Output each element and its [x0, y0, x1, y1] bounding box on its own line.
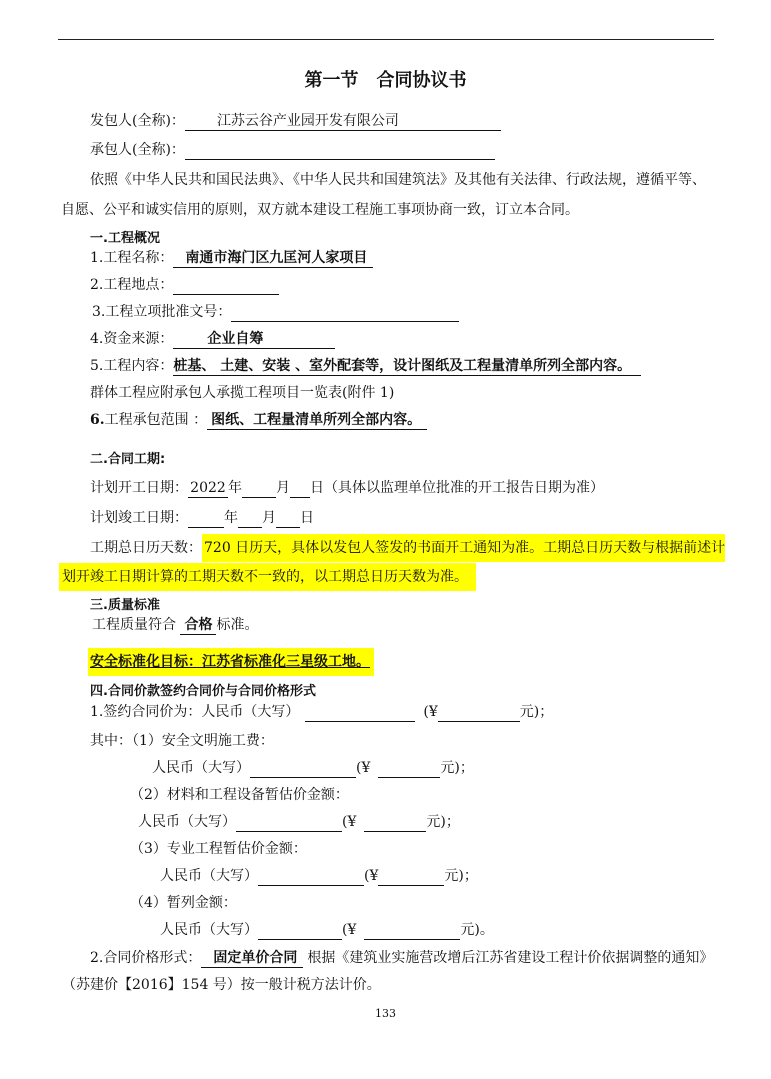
planned-end-year-blank [188, 512, 224, 528]
provisional-words-blank [258, 924, 342, 940]
planned-end-label: 计划竣工日期： [90, 510, 188, 526]
scope-label: 5.工程内容： [90, 358, 174, 374]
planned-start-label: 计划开工日期： [90, 480, 188, 496]
approval-line [92, 302, 459, 322]
contract-range-number: 6. [90, 412, 105, 428]
planned-start-year: 2022 [188, 480, 228, 498]
project-name-value: 南通市海门区九匡河人家项目 [173, 250, 373, 268]
total-days-label: 工期总日历天数： [90, 540, 202, 556]
attachment-note: 群体工程应附承包人承揽工程项目一览表(附件 1) [90, 385, 395, 401]
page-title: 第一节 合同协议书 [304, 70, 467, 91]
employer-label: 发包人(全称)： [90, 113, 185, 129]
total-days-line-2 [59, 567, 476, 587]
project-site-line [90, 275, 279, 295]
section-4-heading: 四.合同价款签约合同价与合同价格形式 [90, 684, 316, 699]
contract-price-line: 1.签约合同价为：人民币（大写） (¥ 元)； [90, 704, 554, 720]
contract-range-value: 图纸、工程量清单所列全部内容。 [207, 412, 427, 430]
planned-start-day-blank [290, 482, 310, 498]
total-days-text-2: 划开竣工日期计算的工期天数不一致的，以工期总日历天数为准。 [59, 563, 476, 591]
project-site-label: 2.工程地点： [90, 277, 174, 293]
page-number: 133 [375, 1007, 396, 1020]
contract-price-words-blank [305, 706, 415, 722]
planned-end-day-blank [276, 512, 300, 528]
planned-end-month-blank [238, 512, 262, 528]
scope-line [90, 356, 641, 376]
price-form-text: 根据《建筑业实施营改增后江苏省建设工程计价依据调整的通知》 [307, 950, 714, 966]
header-rule [58, 39, 714, 40]
price-form-label: 2.合同价格形式： [90, 950, 202, 966]
project-name-line [90, 248, 373, 268]
funding-line [90, 329, 335, 349]
approval-blank [231, 306, 459, 322]
section-2-heading: 二.合同工期: [90, 452, 166, 467]
scope-value: 桩基、 土建、安装 、室外配套等，设计图纸及工程量清单所列全部内容。 [173, 358, 641, 376]
employer-value: 江苏云谷产业园开发有限公司 [185, 113, 501, 131]
quality-pre: 工程质量符合 [92, 617, 176, 633]
materials-amount-line: 人民币（大写） (¥ 元)； [138, 814, 460, 830]
section-3-heading: 三.质量标准 [90, 598, 160, 613]
funding-value: 企业自筹 [207, 331, 264, 347]
contractor-line [90, 140, 495, 160]
provisional-amount-line: 人民币（大写） (¥ 元)。 [160, 922, 494, 938]
provisional-amount-blank [364, 924, 460, 940]
contract-price-amount-blank [438, 706, 520, 722]
specialty-amount-blank [378, 870, 444, 886]
project-site-blank [173, 279, 279, 295]
funding-label: 4.资金来源： [90, 331, 174, 347]
price-form-value: 固定单价合同 [201, 950, 303, 968]
section-1-heading: 一.工程概况 [90, 231, 160, 246]
safety-fee-heading: 其中：（1）安全文明施工费： [90, 733, 274, 749]
materials-words-blank [236, 816, 342, 832]
total-days-text-1: 720 日历天，具体以发包人签发的书面开工通知为准。工期总日历天数与根据前述计 [202, 534, 725, 562]
planned-start-note: （具体以监理单位批准的开工报告日期为准） [324, 480, 604, 496]
quality-value: 合格 [180, 617, 216, 635]
intro-line-1: 依照《中华人民共和国民法典》、《中华人民共和国建筑法》及其他有关法律、行政法规，遵循平等、 [90, 172, 706, 188]
contractor-blank [185, 144, 495, 160]
approval-label: 3.工程立项批准文号： [92, 304, 232, 320]
safety-target-line [88, 652, 374, 672]
contractor-label: 承包人(全称)： [90, 142, 185, 158]
quality-post: 标准。 [216, 617, 259, 633]
funding-value-underline [173, 331, 335, 349]
safety-fee-words-blank [250, 762, 356, 778]
safety-fee-amount-line: 人民币（大写） (¥ 元)； [152, 760, 474, 776]
quality-line [92, 615, 258, 635]
safety-fee-amount-blank [378, 762, 440, 778]
planned-start-line: 计划开工日期： 2022 年 月 日（具体以监理单位批准的开工报告日期为准） [90, 480, 604, 496]
intro-line-2: 自愿、公平和诚实信用的原则，双方就本建设工程施工事项协商一致，订立本合同。 [61, 202, 579, 218]
planned-start-month-blank [242, 482, 276, 498]
materials-amount-blank [364, 816, 426, 832]
planned-end-line: 计划竣工日期： 年 月 日 [90, 510, 314, 526]
specialty-words-blank [258, 870, 364, 886]
safety-target: 安全标准化目标：江苏省标准化三星级工地。 [88, 648, 374, 676]
provisional-heading: （4）暂列金额： [130, 895, 237, 911]
project-name-label: 1.工程名称： [90, 250, 174, 266]
materials-heading: （2）材料和工程设备暂估价金额： [130, 787, 349, 803]
contract-range-line [90, 410, 427, 430]
contract-range-label: 工程承包范围 ： [104, 412, 208, 428]
contract-price-label: 1.签约合同价为：人民币（大写） [90, 704, 300, 720]
specialty-amount-line: 人民币（大写） (¥ 元)； [160, 868, 478, 884]
employer-line [90, 111, 501, 131]
specialty-heading: （3）专业工程暂估价金额： [130, 841, 307, 857]
price-form-text-2: （苏建价【2016】154 号）按一般计税方法计价。 [62, 977, 381, 993]
price-form-line [90, 948, 713, 968]
total-days-line-1 [90, 538, 725, 558]
